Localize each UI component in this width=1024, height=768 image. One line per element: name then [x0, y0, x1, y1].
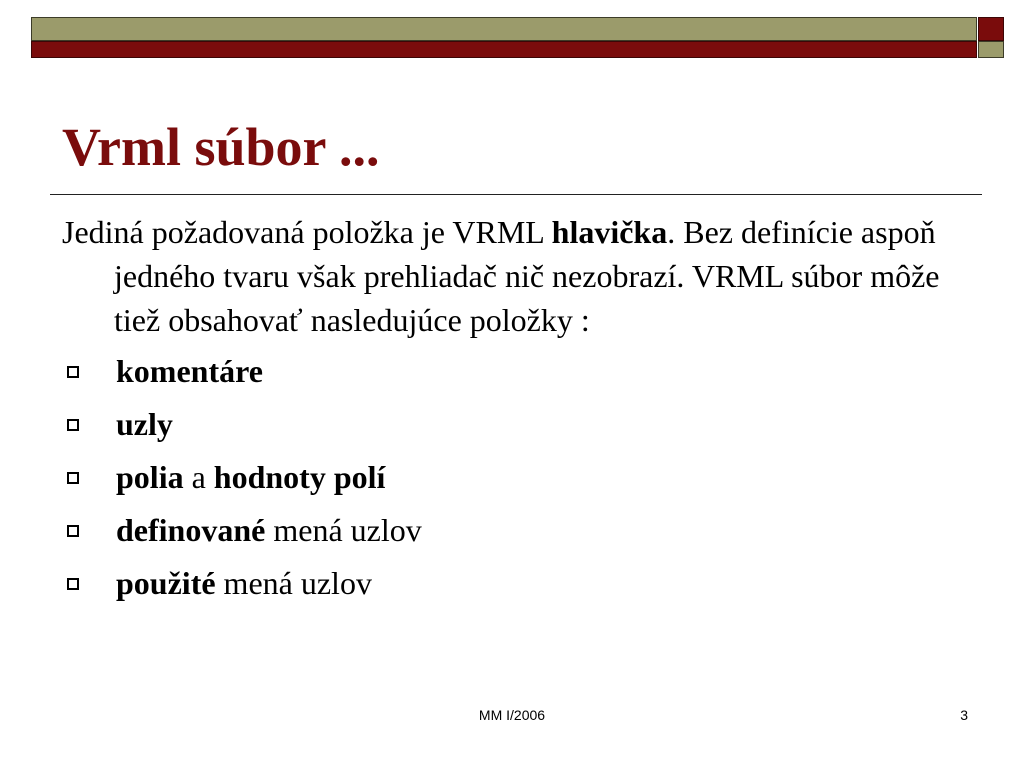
header-square-maroon — [978, 17, 1004, 41]
bullet-bold-2: hodnoty polí — [213, 459, 386, 495]
intro-text-2: . Bez definície aspoň jedného tvaru však prehliadač nič nezobrazí. VRML súbor môže tiež obsahovať nasledujúce položky : — [114, 214, 940, 338]
bullet-text: mená uzlov — [265, 512, 422, 548]
page-number: 3 — [960, 707, 968, 723]
hollow-square-bullet-icon — [67, 419, 79, 431]
list-item — [62, 452, 962, 505]
hollow-square-bullet-icon — [67, 578, 79, 590]
list-item — [62, 558, 962, 611]
bullet-bold: uzly — [116, 406, 173, 442]
slide-body — [62, 210, 962, 611]
intro-bold-term: hlavička — [551, 214, 668, 250]
list-item — [62, 346, 962, 399]
bullet-list — [62, 346, 962, 611]
intro-text-1: Jediná požadovaná položka je VRML — [62, 214, 552, 250]
header-band-olive — [31, 17, 977, 41]
header-band-maroon — [31, 41, 977, 58]
bullet-text: a — [183, 459, 214, 495]
slide-title: Vrml súbor ... — [62, 117, 380, 177]
footer-text: MM I/2006 — [478, 707, 546, 723]
bullet-bold: komentáre — [116, 353, 263, 389]
intro-paragraph — [62, 210, 962, 342]
bullet-bold: definované — [116, 512, 266, 548]
header-square-olive — [978, 41, 1004, 58]
hollow-square-bullet-icon — [67, 472, 79, 484]
title-divider — [50, 194, 982, 195]
bullet-text: mená uzlov — [215, 565, 372, 601]
hollow-square-bullet-icon — [67, 366, 79, 378]
hollow-square-bullet-icon — [67, 525, 79, 537]
list-item — [62, 399, 962, 452]
list-item — [62, 505, 962, 558]
bullet-bold: použité — [116, 565, 216, 601]
bullet-bold: polia — [116, 459, 184, 495]
